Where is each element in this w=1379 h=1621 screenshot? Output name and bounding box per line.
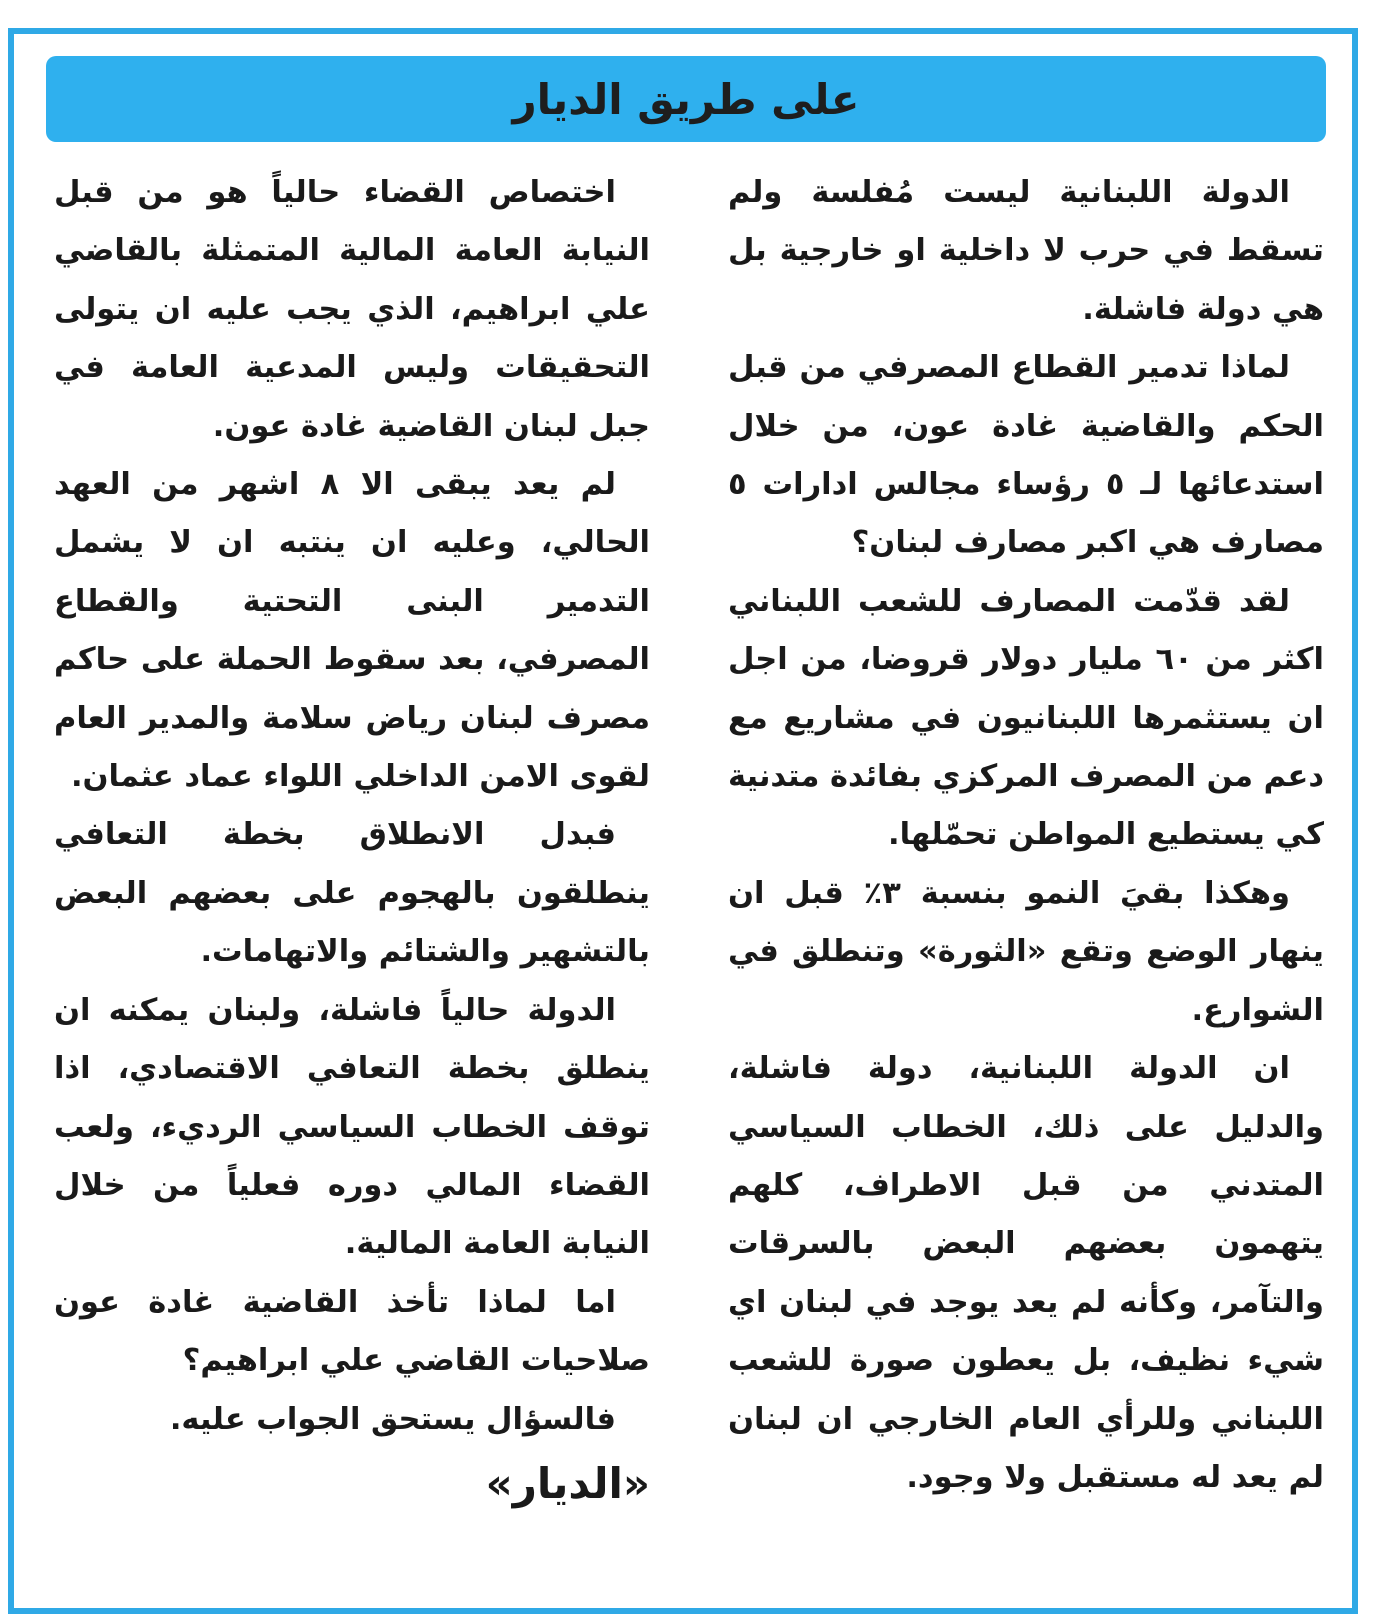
paragraph: لقد قدّمت المصارف للشعب اللبناني اكثر من ٦٠ مليار دولار قروضا، من اجل ان يستثمرها اللبنانيون في مشاريع مع دعم من المصرف المركزي بفائدة متدنية كي يستطيع المواطن تحمّلها. [728,583,1325,853]
header-banner [46,56,1326,142]
signature: «الديار» [485,1458,650,1508]
paragraph: الدولة حالياً فاشلة، ولبنان يمكنه ان ينطلق بخطة التعافي الاقتصادي، اذا توقف الخطاب السياسي الرديء، ولعب القضاء المالي دوره فعلياً من خلال النيابة العامة المالية. [54,992,650,1262]
paragraph: لماذا تدمير القطاع المصرفي من قبل الحكم والقاضية غادة عون، من خلال استدعائها لـ ٥ رؤساء مجالس ادارات ٥ مصارف هي اكبر مصارف لبنان؟ [728,350,1324,561]
paragraph: لم يعد يبقى الا ٨ اشهر من العهد الحالي، وعليه ان ينتبه ان لا يشمل التدمير البنى التحتية والقطاع المصرفي، بعد سقوط الحملة على حاكم مصرف لبنان رياض سلامة والمدير العام لقوى الامن الداخلي اللواء عماد عثمان. [54,467,650,795]
paragraph: وهكذا بقيَ النمو بنسبة ٣٪ قبل ان ينهار الوضع وتقع «الثورة» وتنطلق في الشوارع. [728,875,1324,1028]
paragraph: فبدل الانطلاق بخطة التعافي ينطلقون بالهجوم على بعضهم البعض بالتشهير والشتائم والاتهامات. [54,817,650,970]
paragraph: اختصاص القضاء حالياً هو من قبل النيابة العامة المالية المتمثلة بالقاضي علي ابراهيم، الذي يجب عليه ان يتولى التحقيقات وليس المدعية العامة في جبل لبنان القاضية غادة عون. [54,175,650,444]
column-left [54,164,650,1519]
paragraph: اما لماذا تأخذ القاضية غادة عون صلاحيات القاضي علي ابراهيم؟ [54,1284,650,1379]
paragraph: الدولة اللبنانية ليست مُفلسة ولم تسقط في حرب لا داخلية او خارجية بل هي دولة فاشلة. [728,175,1324,327]
paragraph: ان الدولة اللبنانية، دولة فاشلة، والدليل على ذلك، الخطاب السياسي المتدني من قبل الاطراف، كلهم يتهمون بعضهم البعض بالسرقات والتآمر، وكأنه لم يعد يوجد في لبنان اي شيء نظيف، بل يعطون صورة للشعب اللبناني وللرأي العام الخارجي ان لبنان لم يعد له مستقبل ولا وجود. [728,1051,1324,1495]
page-title: على طريق الديار [512,74,860,124]
article-frame [8,28,1358,1614]
article-body [54,164,1324,1584]
paragraph: فالسؤال يستحق الجواب عليه. [169,1401,616,1437]
column-right [728,164,1324,1507]
